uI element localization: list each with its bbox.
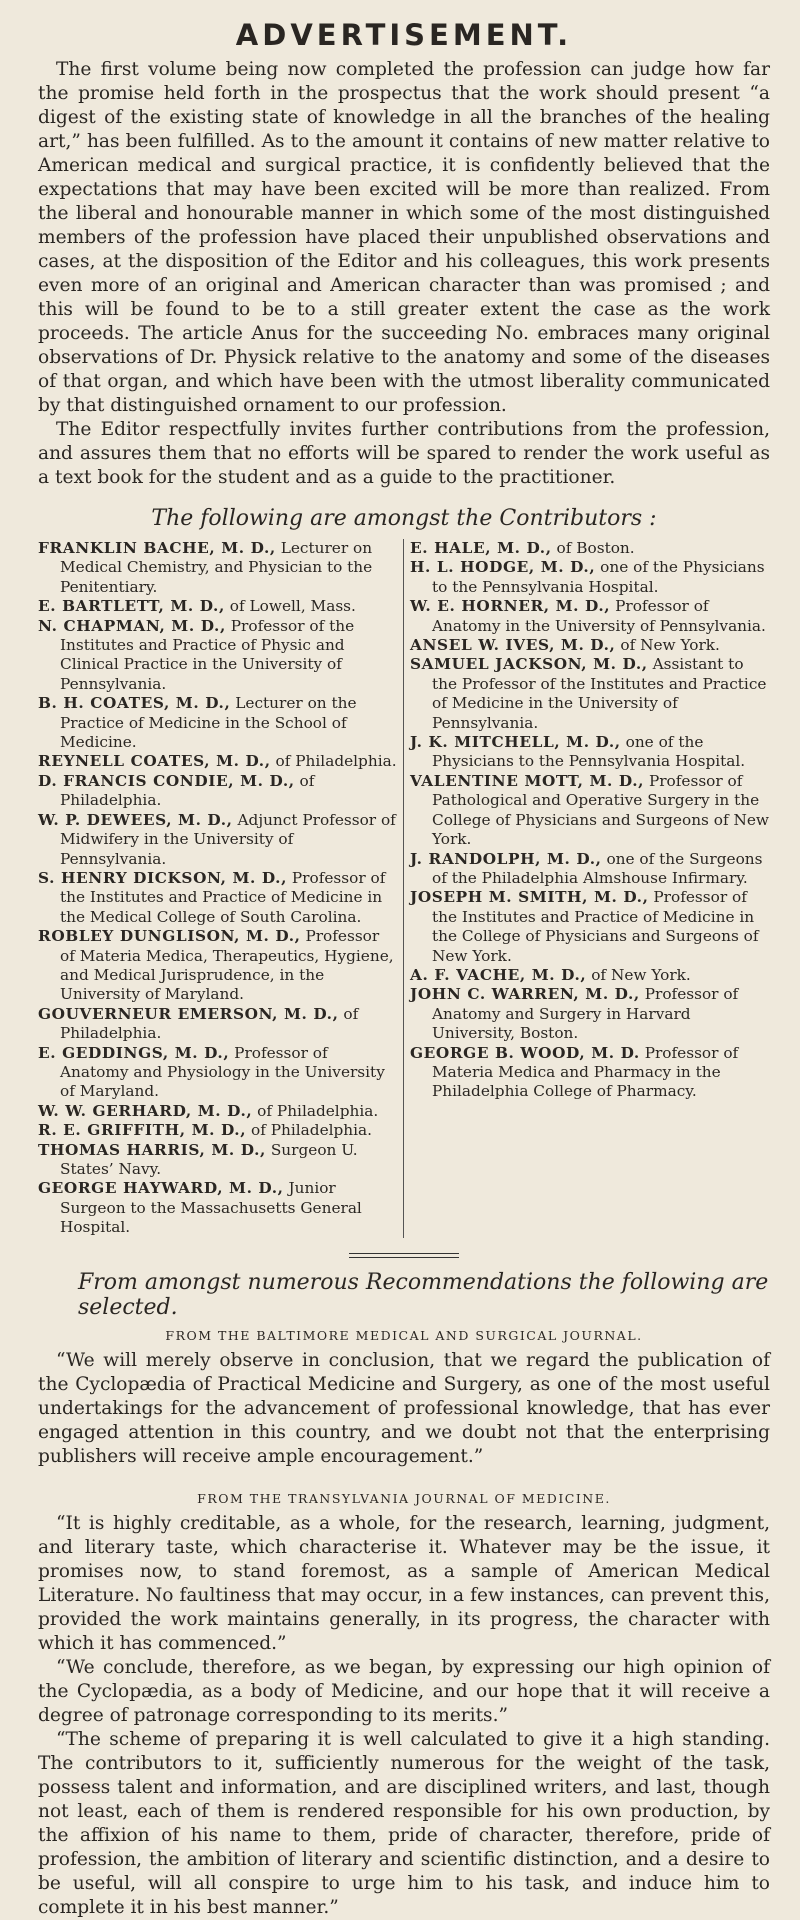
contributor-entry [410, 772, 770, 850]
contributor-name: REYNELL COATES, M. D., [38, 752, 271, 771]
contributor-name: H. L. HODGE, M. D., [410, 558, 596, 577]
contributor-description: of Philadelphia. [60, 771, 315, 810]
contributor-entry [410, 597, 770, 636]
contributor-entry [410, 985, 770, 1043]
contributors-title: The following are amongst the Contributors : [151, 506, 657, 531]
contributor-name: ANSEL W. IVES, M. D., [410, 636, 616, 655]
contributor-description: Professor of Anatomy and Physiology in the University of Maryland. [60, 1043, 385, 1101]
contributor-description: one of the Physicians to the Pennsylvania Hospital. [432, 558, 765, 596]
contributor-name: S. HENRY DICKSON, M. D., [38, 868, 288, 887]
contributor-entry [410, 733, 770, 772]
contributor-description: Professor of Pathological and Operative Surgery in the College of Physicians and Surgeons of New York. [432, 771, 770, 849]
contributor-name: VALENTINE MOTT, M. D., [410, 771, 645, 790]
intro-text [38, 58, 770, 490]
contributor-name: R. E. GRIFFITH, M. D., [38, 1121, 247, 1140]
contributor-entry [38, 1005, 397, 1044]
contributor-description: of New York. [620, 636, 720, 655]
contributor-name: W. W. GERHARD, M. D., [38, 1101, 253, 1120]
contributor-entry [410, 966, 770, 985]
quote-paragraph: “The scheme of preparing it is well calculated to give it a high standing. The contributors to it, sufficiently numerous for the weight of the task, possess talent and information, and are disciplined writers, and last, though not least, each of them is rendered responsible for his own production, by the affixion of his name to them, pride of character, therefore, pride of profession, the ambition of literary and scientific distinction, and a desire to be useful, will all conspire to urge him to his task, and induce him to complete it in his best manner.” [38, 1728, 770, 1918]
contributor-entry [38, 1102, 397, 1121]
contributor-description: Lecturer on Medical Chemistry, and Physician to the Penitentiary. [60, 539, 373, 596]
contributor-entry [38, 694, 397, 752]
contributor-name: E. BARTLETT, M. D., [38, 597, 225, 616]
contributor-name: E. GEDDINGS, M. D., [38, 1043, 230, 1062]
quote-paragraph: “We will merely observe in conclusion, that we regard the publication of the Cyclopædia of Practical Medicine and Surgery, as one of the most useful undertakings for the advancement of professional knowledge, that has ever engaged attention in this country, and we doubt not that the enterprising publishers will receive ample encouragement.” [38, 1349, 770, 1467]
contributor-entry [38, 811, 397, 869]
contributor-description: Adjunct Professor of Midwifery in the University of Pennsylvania. [60, 810, 396, 868]
contributor-entry [38, 1141, 397, 1180]
contributor-description: of Philadelphia. [251, 1121, 373, 1140]
contributor-description: Junior Surgeon to the Massachusetts General Hospital. [60, 1179, 362, 1237]
contributor-description: Professor of the Institutes and Practice of Physic and Clinical Practice in the University of Pennsylvania. [60, 616, 355, 693]
contributor-description: of Philadelphia. [275, 752, 397, 771]
quote-baltimore [38, 1349, 770, 1469]
contributor-name: SAMUEL JACKSON, M. D., [410, 655, 648, 674]
contributor-name: FRANKLIN BACHE, M. D., [38, 539, 276, 557]
contributor-name: THOMAS HARRIS, M. D., [38, 1140, 266, 1159]
contributor-description: of New York. [591, 965, 691, 984]
contributor-description: Professor of Anatomy in the University of Pennsylvania. [432, 597, 766, 635]
contributor-entry [38, 597, 397, 616]
contributor-entry [410, 558, 770, 597]
source-transylvania: FROM THE TRANSYLVANIA JOURNAL OF MEDICINE. [197, 1490, 611, 1506]
quote-transylvania [38, 1512, 770, 1920]
contributor-entry [38, 927, 397, 1005]
contributor-entry [38, 1179, 397, 1237]
contributor-name: ROBLEY DUNGLISON, M. D., [38, 927, 301, 946]
source-baltimore: FROM THE BALTIMORE MEDICAL AND SURGICAL JOURNAL. [165, 1327, 643, 1343]
contributor-description: Assistant to the Professor of the Institutes and Practice of Medicine in the University of Pennsylvania. [432, 655, 767, 732]
quote-paragraph: “We conclude, therefore, as we began, by expressing our high opinion of the Cyclopædia, as a body of Medicine, and our hope that it will receive a degree of patronage corresponding to its merits.” [38, 1656, 770, 1726]
contributor-name: GEORGE HAYWARD, M. D., [38, 1179, 284, 1198]
section-divider [349, 1253, 459, 1258]
contributor-name: A. F. VACHE, M. D., [410, 965, 587, 984]
contributor-description: Professor of the Institutes and Practice of Medicine in the Medical College of South Carolina. [60, 868, 386, 926]
contributor-name: W. P. DEWEES, M. D., [38, 810, 233, 829]
quote-paragraph: “It is highly creditable, as a whole, for the research, learning, judgment, and literary taste, which characterise it. Whatever may be the issue, it promises now, to stand foremost, as a sample of American Medical Literature. No faultiness that may occur, in a few instances, can prevent this, provided the work maintains generally, in its progress, the character with which it has commenced.” [38, 1512, 770, 1654]
contributor-entry [38, 1044, 397, 1102]
contributor-description: one of the Physicians to the Pennsylvania Hospital. [432, 733, 746, 771]
contributor-name: D. FRANCIS CONDIE, M. D., [38, 771, 295, 790]
contributor-entry [38, 1121, 397, 1140]
intro-paragraph: The Editor respectfully invites further contributions from the profession, and assures them that no efforts will be spared to render the work useful as a text book for the student and as a guide to the practitioner. [38, 419, 770, 488]
contributor-name: J. RANDOLPH, M. D., [410, 849, 602, 868]
contributor-name: GOUVERNEUR EMERSON, M. D., [38, 1004, 339, 1023]
contributors-list [38, 539, 770, 1238]
contributor-description: of Lowell, Mass. [229, 597, 356, 616]
contributor-entry [410, 850, 770, 889]
contributor-entry [410, 539, 770, 558]
contributor-name: E. HALE, M. D., [410, 539, 552, 557]
contributor-entry [410, 655, 770, 733]
intro-paragraph: The first volume being now completed the profession can judge how far the promise held forth in the prospectus that the work should present “a digest of the existing state of knowledge in all the branches of the healing art,” has been fulfilled. As to the amount it contains of new matter relative to American medical and surgical practice, it is confidently believed that the expectations that may have been excited will be more than realized. From the liberal and honourable manner in which some of the most distinguished members of the profession have placed their unpublished observations and cases, at the disposition of the Editor and his colleagues, this work presents even more of an original and American character than was promised ; and this will be found to be to a still greater extent the case as the work proceeds. The article Anus for the succeeding No. embraces many original observations of Dr. Physick relative to the anatomy and some of the diseases of that organ, and which have been with the utmost liberality communicated by that distinguished ornament to our profession. [38, 59, 770, 416]
contributor-entry [38, 617, 397, 695]
contributor-description: of Boston. [556, 539, 635, 557]
contributor-description: of Philadelphia. [60, 1004, 359, 1043]
contributor-entry [410, 888, 770, 966]
contributor-description: of Philadelphia. [257, 1101, 379, 1120]
contributor-name: J. K. MITCHELL, M. D., [410, 733, 621, 752]
contributor-description: Professor of Materia Medica and Pharmacy in the Philadelphia College of Pharmacy. [432, 1043, 739, 1101]
contributor-name: GEORGE B. WOOD, M. D. [410, 1043, 640, 1062]
contributor-entry [38, 539, 397, 597]
contributor-description: Lecturer on the Practice of Medicine in the School of Medicine. [60, 694, 357, 752]
page-heading: ADVERTISEMENT. [235, 18, 573, 52]
contributor-entry [38, 772, 397, 811]
contributor-name: N. CHAPMAN, M. D., [38, 616, 226, 635]
contributor-description: Professor of Materia Medica, Therapeutics, Hygiene, and Medical Jurisprudence, in the University of Maryland. [60, 927, 394, 1004]
contributor-description: Professor of the Institutes and Practice of Medicine in the College of Physicians and Surgeons of New York. [432, 888, 759, 965]
contributor-name: B. H. COATES, M. D., [38, 694, 231, 713]
contributor-description: Professor of Anatomy and Surgery in Harvard University, Boston. [432, 985, 739, 1043]
contributor-entry [38, 869, 397, 927]
contributor-entry [410, 636, 770, 655]
contributor-name: W. E. HORNER, M. D., [410, 597, 611, 616]
contributors-right-column [404, 539, 770, 1238]
contributor-entry [38, 752, 397, 771]
contributor-description: one of the Surgeons of the Philadelphia Almshouse Infirmary. [432, 849, 763, 887]
contributor-name: JOSEPH M. SMITH, M. D., [410, 888, 649, 907]
contributor-description: Surgeon U. States’ Navy. [60, 1140, 358, 1178]
contributors-left-column [38, 539, 404, 1238]
contributor-name: JOHN C. WARREN, M. D., [410, 985, 640, 1004]
contributor-entry [410, 1044, 770, 1102]
recommendations-title: From amongst numerous Recommendations the following are selected. [78, 1269, 769, 1320]
